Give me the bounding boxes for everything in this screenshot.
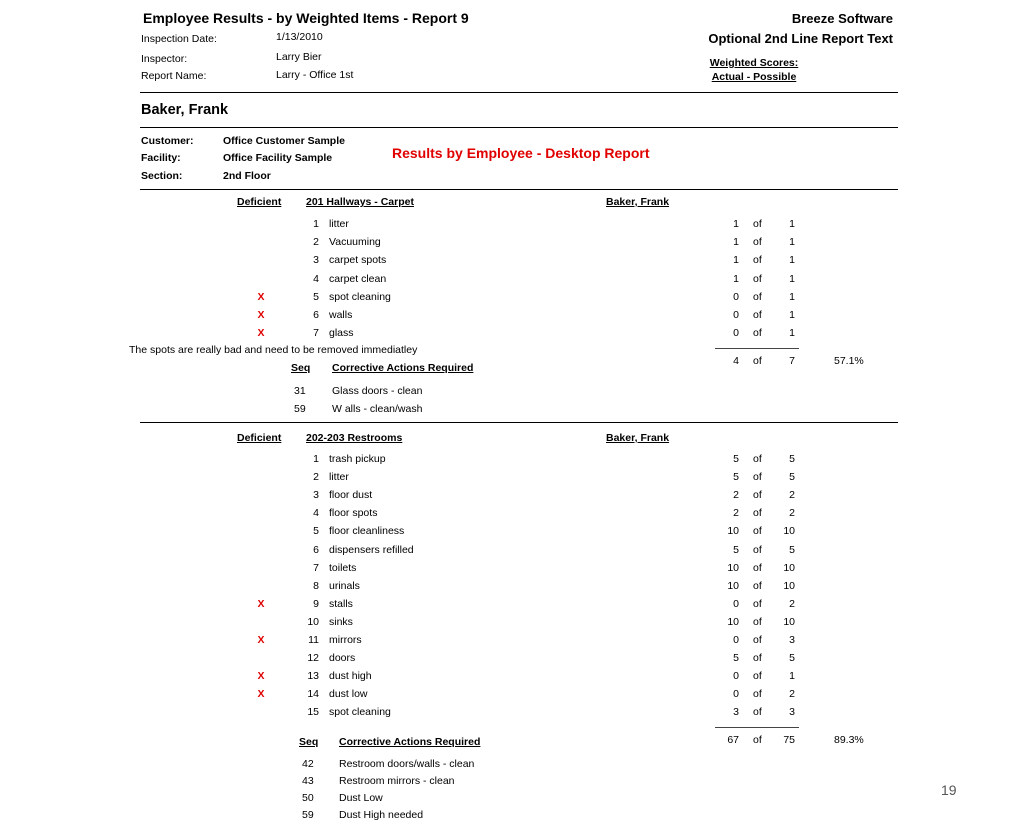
- possible-score: 10: [783, 525, 795, 538]
- table-row: [0, 486, 1023, 504]
- action-seq: 31: [294, 385, 306, 397]
- item-label: sinks: [329, 615, 353, 628]
- item-label: stalls: [329, 597, 353, 610]
- action-seq: 59: [302, 809, 314, 821]
- of-label: of: [753, 561, 762, 574]
- area-header: 202-203 Restrooms: [306, 432, 403, 444]
- action-seq: 50: [302, 792, 314, 804]
- actual-score: 1: [733, 272, 739, 285]
- subtotal-rule: [715, 348, 799, 349]
- item-number: 6: [313, 543, 319, 556]
- report-line2: Optional 2nd Line Report Text: [708, 31, 893, 46]
- weighted-scores-label: Weighted Scores:: [709, 57, 799, 69]
- item-label: walls: [329, 309, 353, 321]
- action-text: Restroom mirrors - clean: [339, 775, 455, 787]
- employee-divider: [140, 127, 898, 128]
- item-label: spot cleaning: [329, 706, 391, 719]
- item-number: 12: [307, 652, 319, 665]
- possible-score: 2: [789, 597, 795, 610]
- table-row: [0, 233, 1023, 251]
- table-row: [0, 306, 1023, 324]
- item-label: litter: [329, 218, 349, 230]
- action-seq: 59: [294, 403, 306, 415]
- inspection-date-value: 1/13/2010: [276, 31, 323, 43]
- actual-score: 5: [733, 652, 739, 665]
- table-row: [0, 288, 1023, 306]
- of-label: of: [753, 236, 762, 249]
- report-title: Employee Results - by Weighted Items - Report 9: [143, 10, 469, 26]
- item-number: 4: [313, 272, 319, 285]
- facility-value: Office Facility Sample: [223, 152, 333, 164]
- deficient-mark: X: [257, 290, 265, 303]
- possible-score: 1: [789, 272, 795, 285]
- item-number: 2: [313, 471, 319, 484]
- item-label: spot cleaning: [329, 290, 391, 303]
- total-possible: 75: [783, 734, 795, 746]
- possible-score: 1: [789, 254, 795, 267]
- table-row: [0, 613, 1023, 631]
- of-label: of: [753, 327, 762, 340]
- table-row: [0, 450, 1023, 468]
- actual-score: 10: [727, 615, 739, 628]
- item-number: 15: [307, 706, 319, 719]
- action-text: W alls - clean/wash: [332, 403, 423, 415]
- item-label: toilets: [329, 561, 357, 574]
- table-row: [0, 324, 1023, 342]
- action-seq: 43: [302, 775, 314, 787]
- item-label: dust low: [329, 688, 368, 701]
- area-employee-header: Baker, Frank: [606, 196, 670, 208]
- item-number: 14: [307, 688, 319, 701]
- item-label: Vacuuming: [329, 236, 381, 249]
- total-of: of: [753, 734, 762, 746]
- corrective-actions-header: Corrective Actions Required: [339, 736, 481, 748]
- actual-score: 0: [733, 597, 739, 610]
- item-label: carpet spots: [329, 254, 387, 267]
- possible-score: 2: [789, 507, 795, 520]
- item-label: dispensers refilled: [329, 543, 414, 556]
- item-label: dust high: [329, 670, 372, 683]
- item-number: 5: [313, 290, 319, 303]
- deficient-mark: X: [257, 634, 265, 646]
- item-label: floor cleanliness: [329, 525, 405, 538]
- possible-score: 1: [789, 236, 795, 249]
- of-label: of: [753, 579, 762, 592]
- possible-score: 5: [789, 543, 795, 556]
- of-label: of: [753, 272, 762, 285]
- actual-score: 10: [727, 579, 739, 592]
- report-name-label: Report Name:: [141, 70, 207, 82]
- actual-score: 10: [727, 525, 739, 538]
- possible-score: 5: [789, 652, 795, 665]
- total-of: of: [753, 355, 762, 367]
- possible-score: 1: [789, 670, 795, 683]
- total-actual: 4: [733, 355, 739, 367]
- deficient-column-header: Deficient: [237, 432, 282, 444]
- actual-score: 10: [727, 561, 739, 574]
- actual-score: 5: [733, 453, 739, 465]
- of-label: of: [753, 652, 762, 665]
- possible-score: 1: [789, 309, 795, 321]
- company-name: Breeze Software: [791, 11, 893, 26]
- of-label: of: [753, 471, 762, 484]
- item-number: 3: [313, 254, 319, 267]
- table-row: [0, 504, 1023, 522]
- of-label: of: [753, 254, 762, 267]
- possible-score: 10: [783, 615, 795, 628]
- seq-header: Seq: [291, 362, 311, 374]
- action-text: Dust Low: [339, 792, 383, 804]
- actual-score: 0: [733, 290, 739, 303]
- table-row: [0, 685, 1023, 703]
- item-number: 13: [307, 670, 319, 683]
- info-divider: [140, 189, 898, 190]
- deficient-mark: X: [257, 309, 265, 321]
- item-number: 5: [313, 525, 319, 538]
- deficient-mark: X: [257, 670, 265, 683]
- item-label: carpet clean: [329, 272, 387, 285]
- action-seq: 42: [302, 758, 314, 770]
- of-label: of: [753, 706, 762, 719]
- actual-score: 0: [733, 634, 739, 646]
- header-divider: [140, 92, 898, 93]
- of-label: of: [753, 688, 762, 701]
- item-number: 2: [313, 236, 319, 249]
- of-label: of: [753, 634, 762, 646]
- item-number: 7: [313, 561, 319, 574]
- table-row: [0, 649, 1023, 667]
- item-number: 10: [307, 615, 319, 628]
- inspector-value: Larry Bier: [276, 51, 322, 63]
- report-banner: Results by Employee - Desktop Report: [392, 145, 650, 161]
- area-employee-header: Baker, Frank: [606, 432, 670, 444]
- item-number: 3: [313, 489, 319, 502]
- actual-score: 3: [733, 706, 739, 719]
- of-label: of: [753, 453, 762, 465]
- table-row: [0, 468, 1023, 486]
- item-label: litter: [329, 471, 349, 484]
- item-label: mirrors: [329, 634, 362, 646]
- table-row: [0, 595, 1023, 613]
- of-label: of: [753, 489, 762, 502]
- actual-score: 1: [733, 254, 739, 267]
- item-label: floor spots: [329, 507, 378, 520]
- inspection-note: The spots are really bad and need to be removed immediatley: [129, 344, 418, 356]
- inspection-date-label: Inspection Date:: [141, 33, 217, 45]
- section-value: 2nd Floor: [223, 170, 271, 182]
- item-number: 11: [308, 634, 319, 646]
- table-row: [0, 270, 1023, 288]
- total-percent: 57.1%: [834, 355, 864, 367]
- actual-score: 0: [733, 670, 739, 683]
- section-label: Section:: [141, 170, 183, 182]
- actual-possible-label: Actual - Possible: [711, 71, 797, 83]
- seq-header: Seq: [299, 736, 319, 748]
- of-label: of: [753, 615, 762, 628]
- actual-score: 2: [733, 507, 739, 520]
- deficient-column-header: Deficient: [237, 196, 282, 208]
- actual-score: 1: [733, 218, 739, 230]
- item-label: floor dust: [329, 489, 373, 502]
- possible-score: 1: [789, 290, 795, 303]
- page-number: 19: [941, 782, 957, 798]
- total-percent: 89.3%: [834, 734, 864, 746]
- possible-score: 10: [783, 561, 795, 574]
- item-label: doors: [329, 652, 356, 665]
- customer-label: Customer:: [141, 135, 194, 147]
- deficient-mark: X: [257, 688, 265, 701]
- possible-score: 3: [789, 706, 795, 719]
- facility-label: Facility:: [141, 152, 181, 164]
- actual-score: 1: [733, 236, 739, 249]
- item-label: urinals: [329, 579, 360, 592]
- actual-score: 0: [733, 688, 739, 701]
- actual-score: 0: [733, 327, 739, 340]
- item-number: 1: [313, 453, 319, 465]
- possible-score: 5: [789, 453, 795, 465]
- table-row: [0, 251, 1023, 269]
- of-label: of: [753, 309, 762, 321]
- of-label: of: [753, 543, 762, 556]
- actual-score: 5: [733, 543, 739, 556]
- of-label: of: [753, 525, 762, 538]
- table-row: [0, 667, 1023, 685]
- corrective-actions-header: Corrective Actions Required: [332, 362, 474, 374]
- item-number: 9: [313, 597, 319, 610]
- table-row: [0, 577, 1023, 595]
- of-label: of: [753, 670, 762, 683]
- of-label: of: [753, 218, 762, 230]
- table-row: [0, 541, 1023, 559]
- item-label: trash pickup: [329, 453, 386, 465]
- section-divider: [140, 422, 898, 423]
- item-number: 6: [313, 309, 319, 321]
- deficient-mark: X: [257, 597, 265, 610]
- action-text: Dust High needed: [339, 809, 424, 821]
- deficient-mark: X: [257, 327, 265, 340]
- of-label: of: [753, 507, 762, 520]
- total-possible: 7: [789, 355, 795, 367]
- possible-score: 3: [789, 634, 795, 646]
- item-number: 1: [313, 218, 319, 230]
- customer-value: Office Customer Sample: [223, 135, 345, 147]
- table-row: [0, 522, 1023, 540]
- possible-score: 1: [789, 327, 795, 340]
- of-label: of: [753, 597, 762, 610]
- employee-name: Baker, Frank: [141, 102, 229, 118]
- action-text: Glass doors - clean: [332, 385, 423, 397]
- possible-score: 2: [789, 489, 795, 502]
- item-number: 8: [313, 579, 319, 592]
- possible-score: 5: [789, 471, 795, 484]
- actual-score: 2: [733, 489, 739, 502]
- actual-score: 5: [733, 471, 739, 484]
- possible-score: 10: [783, 579, 795, 592]
- action-text: Restroom doors/walls - clean: [339, 758, 475, 770]
- area-header: 201 Hallways - Carpet: [306, 196, 414, 208]
- item-number: 7: [313, 327, 319, 340]
- inspector-label: Inspector:: [141, 53, 188, 65]
- report-name-value: Larry - Office 1st: [276, 69, 354, 81]
- item-number: 4: [313, 507, 319, 520]
- subtotal-rule: [715, 727, 799, 728]
- actual-score: 0: [733, 309, 739, 321]
- of-label: of: [753, 290, 762, 303]
- table-row: [0, 631, 1023, 649]
- item-label: glass: [329, 327, 354, 340]
- possible-score: 2: [789, 688, 795, 701]
- table-row: [0, 559, 1023, 577]
- table-row: [0, 703, 1023, 721]
- table-row: [0, 215, 1023, 233]
- total-actual: 67: [727, 734, 739, 746]
- possible-score: 1: [789, 218, 795, 230]
